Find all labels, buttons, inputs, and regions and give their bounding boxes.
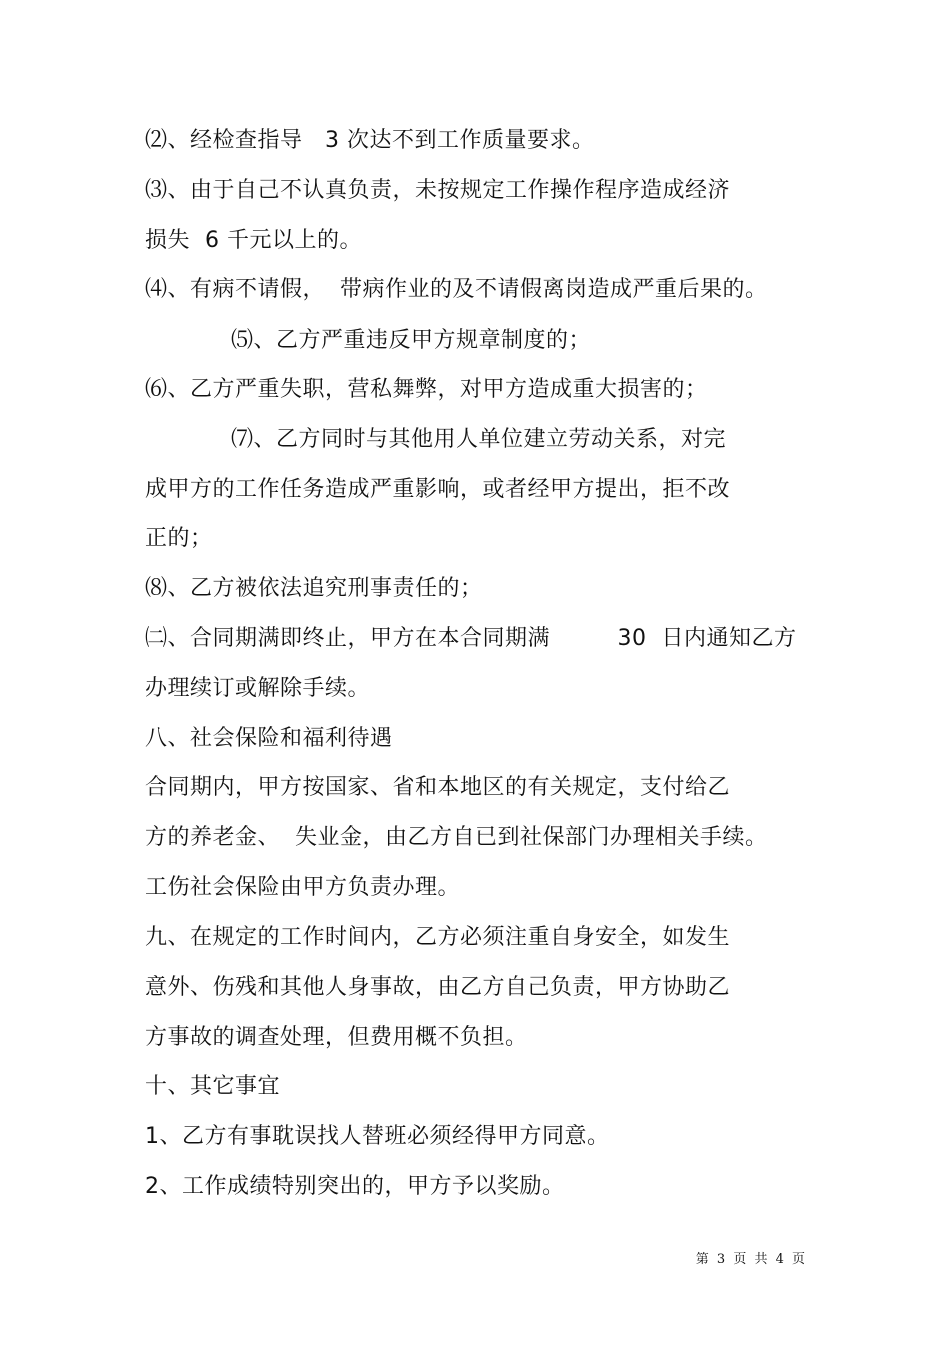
- text-line: 办理续订或解除手续。: [145, 676, 371, 701]
- text-line: 意外、伤残和其他人身事故，由乙方自己负责，甲方协助乙: [145, 975, 731, 1000]
- text-line: 合同期内，甲方按国家、省和本地区的有关规定，支付给乙: [145, 775, 731, 800]
- text-line: 损失 6 千元以上的。: [145, 228, 362, 253]
- text-line: ㈡、合同期满即终止，甲方在本合同期满 30 日内通知乙方: [145, 626, 797, 651]
- text-line: 工伤社会保险由甲方负责办理。: [145, 875, 461, 900]
- text-line: 方的养老金、 失业金，由乙方自已到社保部门办理相关手续。: [145, 825, 768, 850]
- text-line: ⑷、有病不请假， 带病作业的及不请假离岗造成严重后果的。: [145, 277, 768, 302]
- text-line: ⑸、乙方严重违反甲方规章制度的；: [231, 328, 592, 353]
- section-heading: 十、其它事宜: [145, 1074, 281, 1099]
- text-line: 正的；: [145, 526, 213, 551]
- text-line: ⑻、乙方被依法追究刑事责任的；: [145, 576, 483, 601]
- section-heading: 八、社会保险和福利待遇: [145, 726, 393, 751]
- text-line: ⑺、乙方同时与其他用人单位建立劳动关系，对完: [231, 427, 727, 452]
- text-line: 方事故的调查处理，但费用概不负担。: [145, 1025, 528, 1050]
- text-line: ⑶、由于自己不认真负责，未按规定工作操作程序造成经济: [145, 178, 731, 203]
- text-line: ⑵、经检查指导 3 次达不到工作质量要求。: [145, 128, 595, 153]
- text-line: 1、乙方有事耽误找人替班必须经得甲方同意。: [145, 1124, 610, 1149]
- page-number: 第 3 页 共 4 页: [695, 1252, 807, 1267]
- text-line: 九、在规定的工作时间内，乙方必须注重自身安全，如发生: [145, 925, 731, 950]
- text-line: ⑹、乙方严重失职，营私舞弊，对甲方造成重大损害的；: [145, 377, 708, 402]
- text-line: 2、工作成绩特别突出的，甲方予以奖励。: [145, 1174, 565, 1199]
- text-line: 成甲方的工作任务造成严重影响，或者经甲方提出，拒不改: [145, 477, 731, 502]
